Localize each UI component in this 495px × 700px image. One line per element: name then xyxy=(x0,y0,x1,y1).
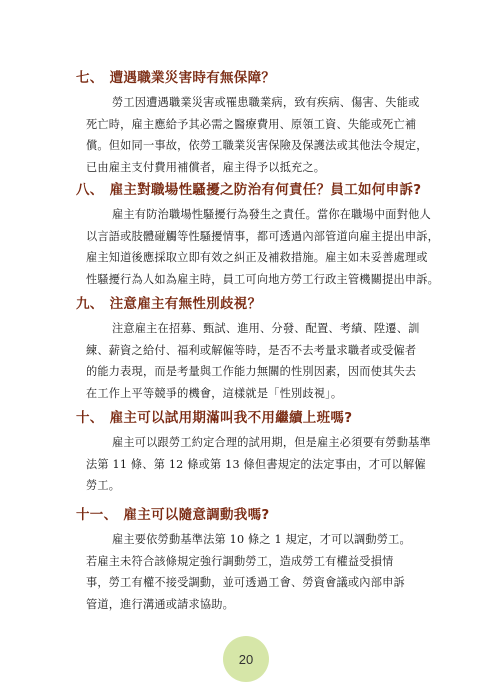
section-11-heading xyxy=(76,503,446,523)
section-10-number: 十、 xyxy=(76,410,104,426)
section-8-heading xyxy=(76,178,446,198)
section-9-line-3: 的能力表現，而是考量與工作能力無關的性別因素，因而使其失去 xyxy=(86,365,417,378)
section-11-number: 十一、 xyxy=(76,507,118,523)
section-9-heading xyxy=(76,292,446,312)
section-8-body xyxy=(86,204,452,290)
section-7-heading xyxy=(76,66,446,86)
section-9-title: 注意雇主有無性別歧視？ xyxy=(109,296,262,312)
page-number-badge xyxy=(223,636,269,682)
section-8-line-2: 以言語或肢體碰觸等性騷擾情事，都可透過內部管道向雇主提出申訴， xyxy=(86,229,440,243)
section-7-line-2: 死亡時，雇主應給予其必需之醫療費用、原領工資、失能或死亡補 xyxy=(86,117,417,131)
section-10-body xyxy=(86,432,452,497)
section-7-number: 七、 xyxy=(76,70,104,86)
section-7-title: 遭遇職業災害時有無保障？ xyxy=(109,70,276,86)
section-11-title: 雇主可以隨意調動我嗎? xyxy=(123,507,270,523)
section-7-line-3: 償。但如同一事故，依勞工職業災害保險及保護法或其他法令規定， xyxy=(86,139,428,152)
section-8-line-1: 雇主有防治職場性騷擾行為發生之責任。當你在職場中面對他人 xyxy=(112,208,431,221)
section-10-title: 雇主可以試用期滿叫我不用繼續上班嗎? xyxy=(109,410,353,426)
section-10-line-1: 雇主可以跟勞工約定合理的試用期，但是雇主必須要有勞動基準 xyxy=(112,436,431,449)
section-7-line-4: 已由雇主支付費用補償者，雇主得予以抵充之。 xyxy=(86,160,326,174)
section-10-line-3: 勞工。 xyxy=(86,479,121,492)
section-8-line-4: 性騷擾行為人如為雇主時，員工可向地方勞工行政主管機關提出申訴。 xyxy=(86,272,440,286)
section-11-line-2: 若雇主未符合該條規定強行調動勞工，造成勞工有權益受損情 xyxy=(86,554,394,568)
section-9-line-2: 練、薪資之給付、福利或解僱等時，是否不去考量求職者或受僱者 xyxy=(86,343,417,357)
section-10-line-2: 法第 11 條、第 12 條或第 13 條但書規定的法定事由，才可以解僱 xyxy=(86,457,426,471)
section-11-line-1: 雇主要依勞動基準法第 10 條之 1 規定，才可以調動勞工。 xyxy=(112,533,411,546)
section-8-line-3: 雇主知道後應採取立即有效之糾正及補救措施。雇主如未妥善處理或 xyxy=(86,251,428,264)
section-9-number: 九、 xyxy=(76,296,104,312)
section-11-line-4: 管道，進行溝通或請求協助。 xyxy=(86,597,235,611)
section-9-line-1: 注意雇主在招募、甄試、進用、分發、配置、考績、陞遷、訓 xyxy=(112,322,420,335)
section-9-body xyxy=(86,318,452,404)
section-10-heading xyxy=(76,406,446,426)
section-7-body xyxy=(86,92,452,178)
section-7-line-1: 勞工因遭遇職業災害或罹患職業病，致有疾病、傷害、失能或 xyxy=(112,96,420,109)
section-11-line-3: 事，勞工有權不接受調動，並可透過工會、勞資會議或內部申訴 xyxy=(86,576,405,589)
page-number: 20 xyxy=(238,651,254,667)
section-8-title: 雇主對職場性騷擾之防治有何責任？員工如何申訴? xyxy=(109,182,422,198)
section-8-number: 八、 xyxy=(76,182,104,198)
section-9-line-4: 在工作上平等競爭的機會，這樣就是「性別歧視」。 xyxy=(86,386,343,400)
section-11-body xyxy=(86,529,452,615)
